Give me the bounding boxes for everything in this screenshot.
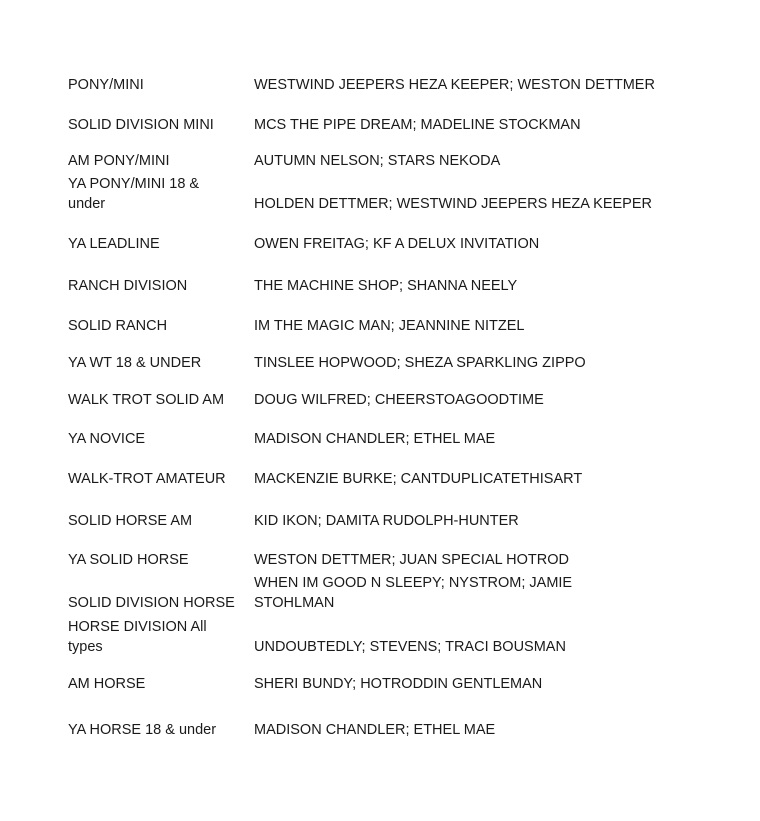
division-name: YA LEADLINE	[68, 236, 160, 252]
winner-entry: OWEN FREITAG; KF A DELUX INVITATION	[254, 236, 540, 252]
winner-entry: WHEN IM GOOD N SLEEPY; NYSTROM; JAMIE STOHLMAN	[254, 575, 573, 611]
division-name: SOLID DIVISION HORSE	[68, 595, 235, 611]
winner-entry: THE MACHINE SHOP; SHANNA NEELY	[254, 278, 518, 294]
division-name: PONY/MINI	[68, 77, 144, 93]
winner-entry: WESTON DETTMER; JUAN SPECIAL HOTROD	[254, 552, 569, 568]
division-name: YA PONY/MINI 18 & under	[68, 176, 200, 212]
division-name: SOLID HORSE AM	[68, 513, 193, 529]
winner-entry: AUTUMN NELSON; STARS NEKODA	[254, 153, 501, 169]
division-name: RANCH DIVISION	[68, 278, 188, 294]
winner-entry: KID IKON; DAMITA RUDOLPH-HUNTER	[254, 513, 519, 529]
winner-entry: WESTWIND JEEPERS HEZA KEEPER; WESTON DETTMER	[254, 77, 655, 93]
winner-entry: UNDOUBTEDLY; STEVENS; TRACI BOUSMAN	[254, 639, 566, 655]
division-name: AM HORSE	[68, 676, 146, 692]
winner-entry: MCS THE PIPE DREAM; MADELINE STOCKMAN	[254, 117, 581, 133]
winner-entry: DOUG WILFRED; CHEERSTOAGOODTIME	[254, 392, 544, 408]
winner-entry: HOLDEN DETTMER; WESTWIND JEEPERS HEZA KEEPER	[254, 196, 652, 212]
division-name: YA SOLID HORSE	[68, 552, 189, 568]
division-name: YA WT 18 & UNDER	[68, 355, 202, 371]
division-name: WALK-TROT AMATEUR	[68, 471, 226, 487]
winner-entry: IM THE MAGIC MAN; JEANNINE NITZEL	[254, 318, 525, 334]
division-name: WALK TROT SOLID AM	[68, 392, 225, 408]
division-name: YA NOVICE	[68, 431, 146, 447]
division-name: HORSE DIVISION All types	[68, 619, 207, 655]
winner-entry: TINSLEE HOPWOOD; SHEZA SPARKLING ZIPPO	[254, 355, 586, 371]
division-name: SOLID RANCH	[68, 318, 168, 334]
winner-entry: SHERI BUNDY; HOTRODDIN GENTLEMAN	[254, 676, 543, 692]
winner-entry: MACKENZIE BURKE; CANTDUPLICATETHISART	[254, 471, 583, 487]
division-name: SOLID DIVISION MINI	[68, 117, 214, 133]
division-name: AM PONY/MINI	[68, 153, 170, 169]
division-name: YA HORSE 18 & under	[68, 722, 217, 738]
winner-entry: MADISON CHANDLER; ETHEL MAE	[254, 722, 496, 738]
winner-entry: MADISON CHANDLER; ETHEL MAE	[254, 431, 496, 447]
